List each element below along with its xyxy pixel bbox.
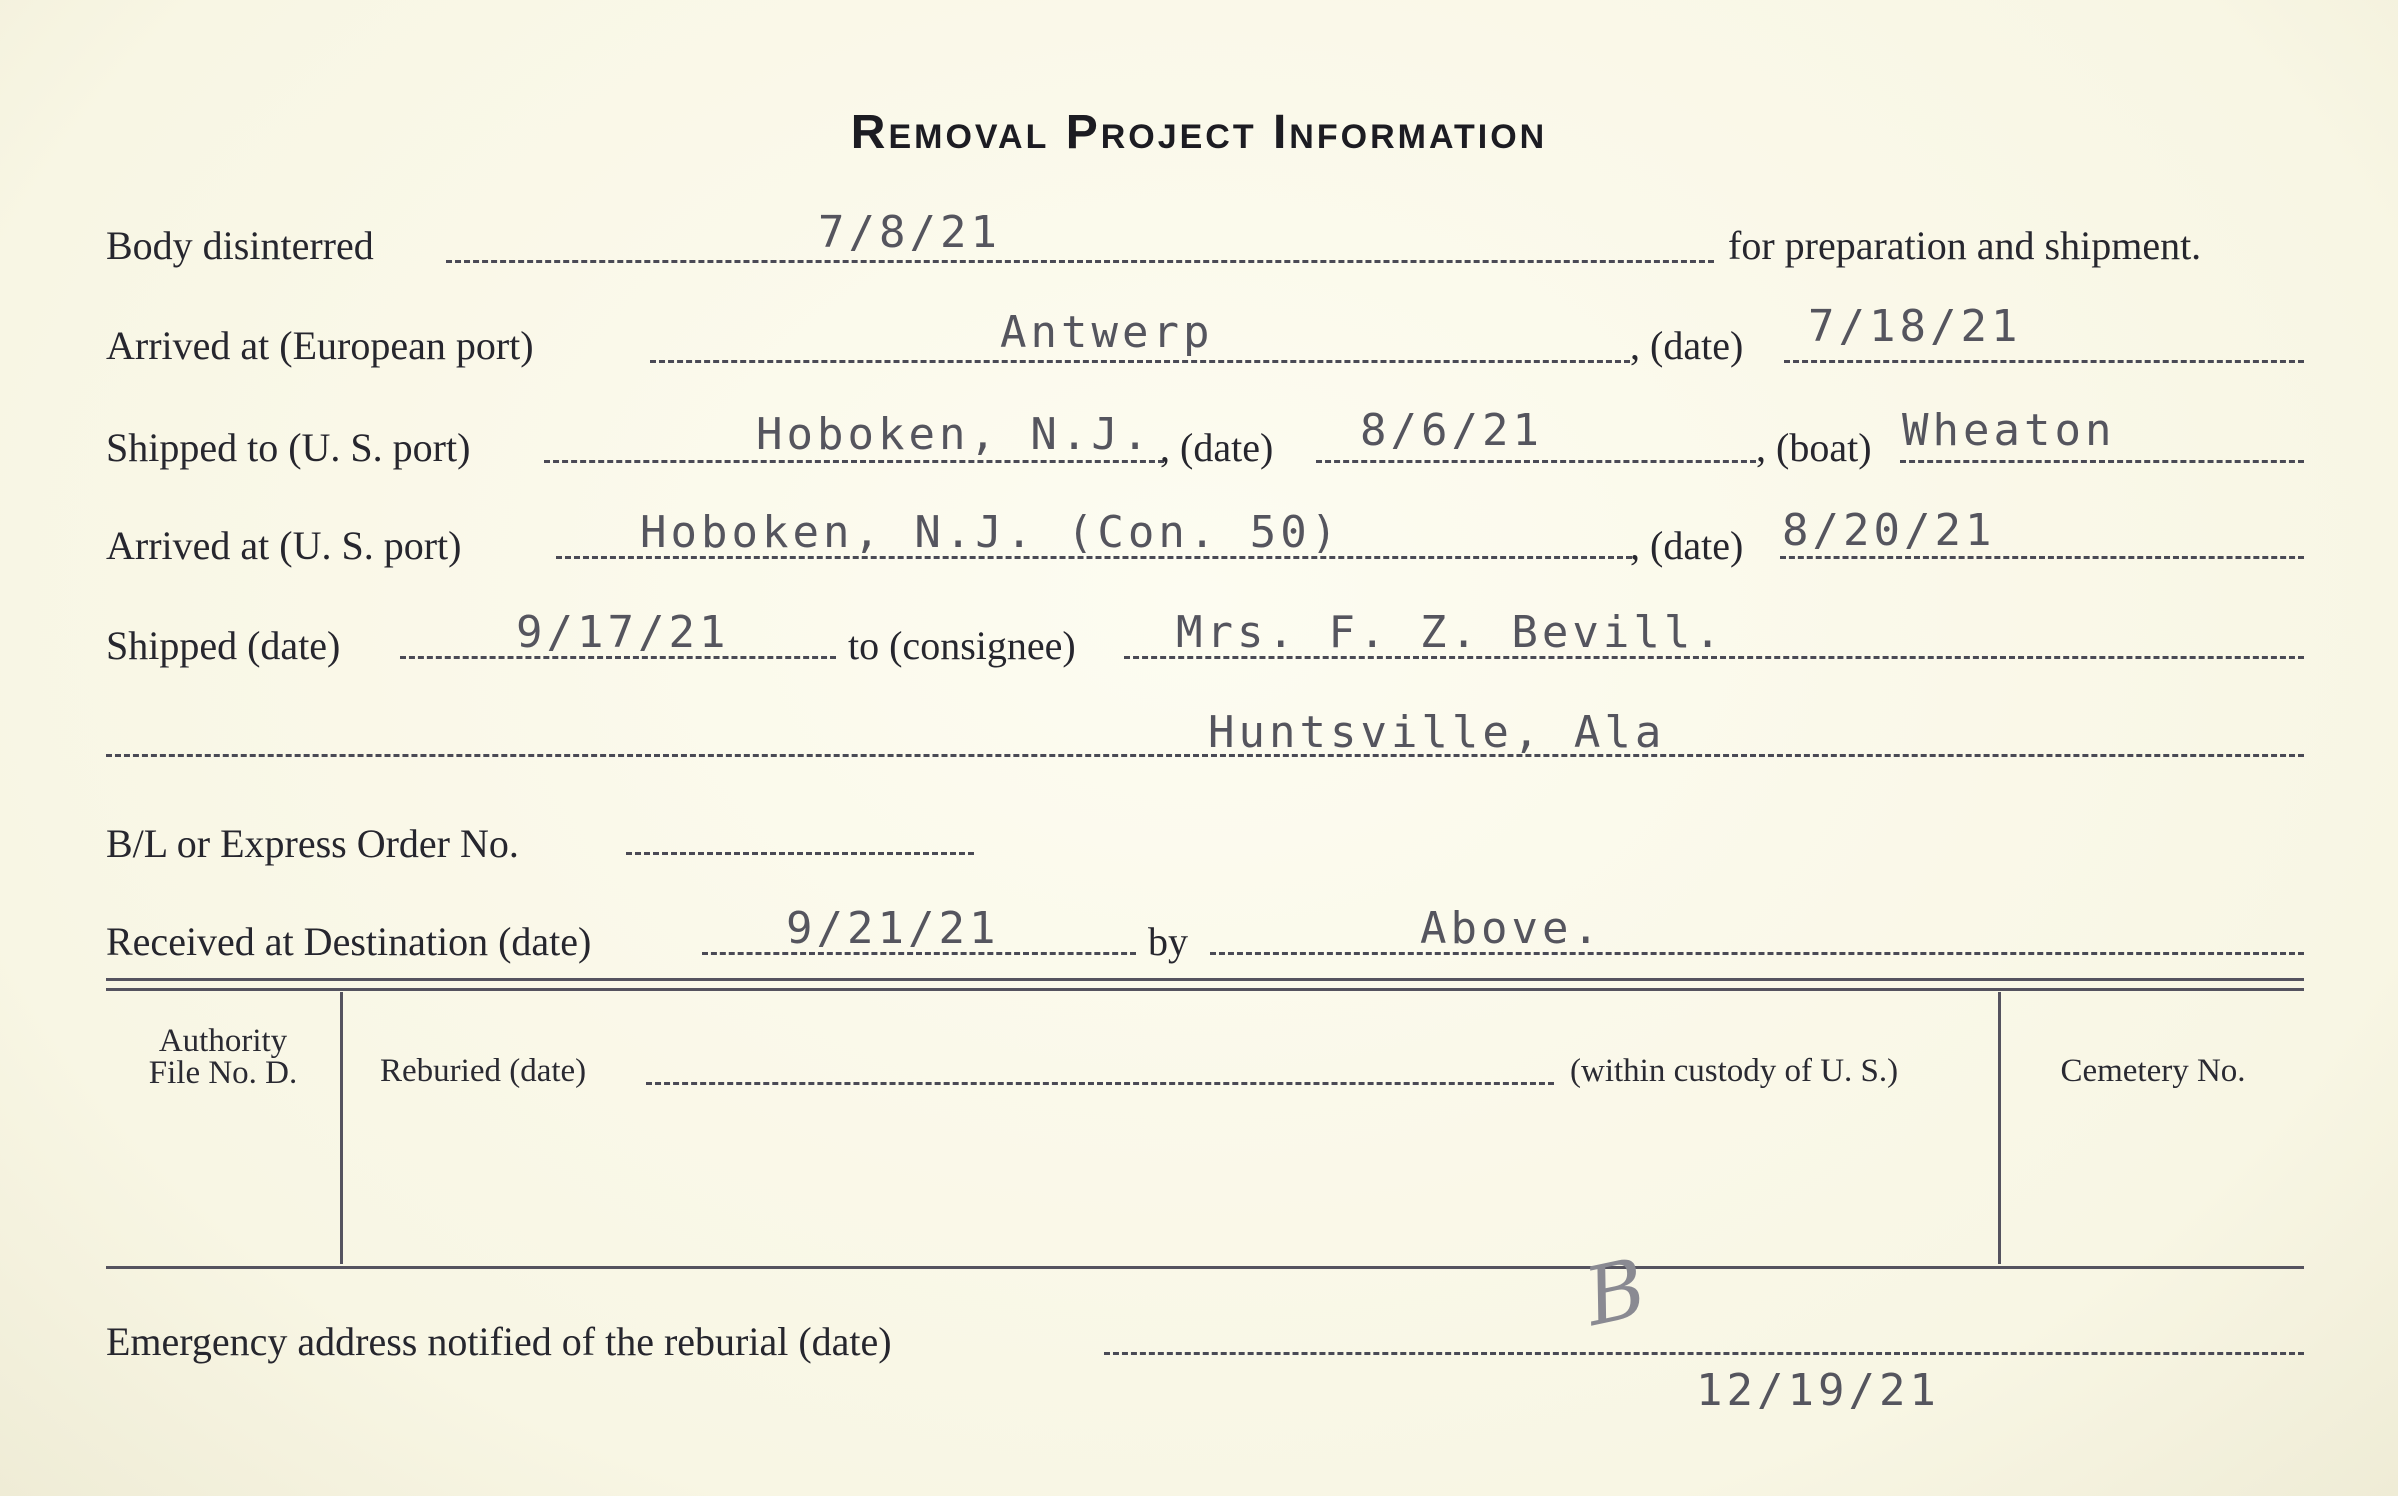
divider-top-1 — [106, 978, 2304, 981]
value-disinterred-date: 7/8/21 — [818, 207, 1001, 258]
field-line-consignee-address — [106, 754, 2304, 757]
label-boat: , (boat) — [1756, 425, 1872, 470]
handwritten-initials-mark: B — [1576, 1240, 1654, 1345]
form-title: Removal Project Information — [850, 106, 1548, 159]
value-consignee-city: Huntsville, Ala — [1208, 707, 1666, 758]
value-european-arrival-date: 7/18/21 — [1808, 301, 2022, 352]
value-shipped-consignee-date: 9/17/21 — [516, 607, 730, 658]
label-shipped-date: Shipped (date) — [106, 623, 341, 668]
divider-top-2 — [106, 988, 2304, 991]
value-boat: Wheaton — [1902, 405, 2116, 456]
field-line-received-by — [1210, 952, 2304, 955]
label-arrived-us-port: Arrived at (U. S. port) — [106, 523, 462, 568]
value-us-port-shipped: Hoboken, N.J. — [756, 409, 1153, 460]
label-emergency-address: Emergency address notified of the reburial (date) — [106, 1319, 892, 1364]
label-bl-express-order: B/L or Express Order No. — [106, 821, 519, 866]
field-line-disinterred — [446, 260, 1714, 263]
field-line-reburied — [646, 1082, 1554, 1085]
label-for-preparation: for preparation and shipment. — [1728, 223, 2202, 268]
label-by: by — [1148, 919, 1188, 964]
field-line-european-port — [650, 360, 1630, 363]
field-line-boat — [1900, 460, 2304, 463]
value-emergency-date: 12/19/21 — [1696, 1365, 1940, 1416]
label-to-consignee: to (consignee) — [848, 623, 1076, 668]
label-date-shipped: , (date) — [1160, 425, 1274, 470]
value-european-port: Antwerp — [1000, 307, 1214, 358]
value-shipped-date: 8/6/21 — [1360, 405, 1543, 456]
field-line-shipped-date — [1316, 460, 1756, 463]
label-shipped-us-port: Shipped to (U. S. port) — [106, 425, 471, 470]
field-line-bl-number — [626, 852, 974, 855]
label-within-custody: (within custody of U. S.) — [1570, 1053, 1899, 1089]
field-line-emergency — [1104, 1352, 2304, 1355]
box-divider-left — [340, 992, 343, 1264]
label-date-arrived-us: , (date) — [1630, 523, 1744, 568]
label-body-disinterred: Body disinterred — [106, 223, 374, 268]
field-line-arrived-us-date — [1780, 556, 2304, 559]
value-consignee-name: Mrs. F. Z. Bevill. — [1176, 607, 1725, 658]
value-us-arrival-date: 8/20/21 — [1782, 505, 1996, 556]
value-received-date: 9/21/21 — [786, 903, 1000, 954]
label-received-destination: Received at Destination (date) — [106, 919, 592, 964]
label-reburied-date: Reburied (date) — [380, 1053, 587, 1089]
value-received-by: Above. — [1420, 903, 1603, 954]
label-arrived-european-port: Arrived at (European port) — [106, 323, 534, 368]
label-cemetery-no: Cemetery No. — [2060, 1053, 2246, 1089]
field-line-european-date — [1784, 360, 2304, 363]
label-file-no: File No. D. — [148, 1055, 298, 1091]
label-authority: Authority — [158, 1023, 288, 1059]
box-divider-right — [1998, 992, 2001, 1264]
label-date-european: , (date) — [1630, 323, 1744, 368]
value-us-port-arrived: Hoboken, N.J. (Con. 50) — [640, 507, 1342, 558]
divider-bottom — [106, 1266, 2304, 1269]
field-line-shipped-us-port — [544, 460, 1164, 463]
